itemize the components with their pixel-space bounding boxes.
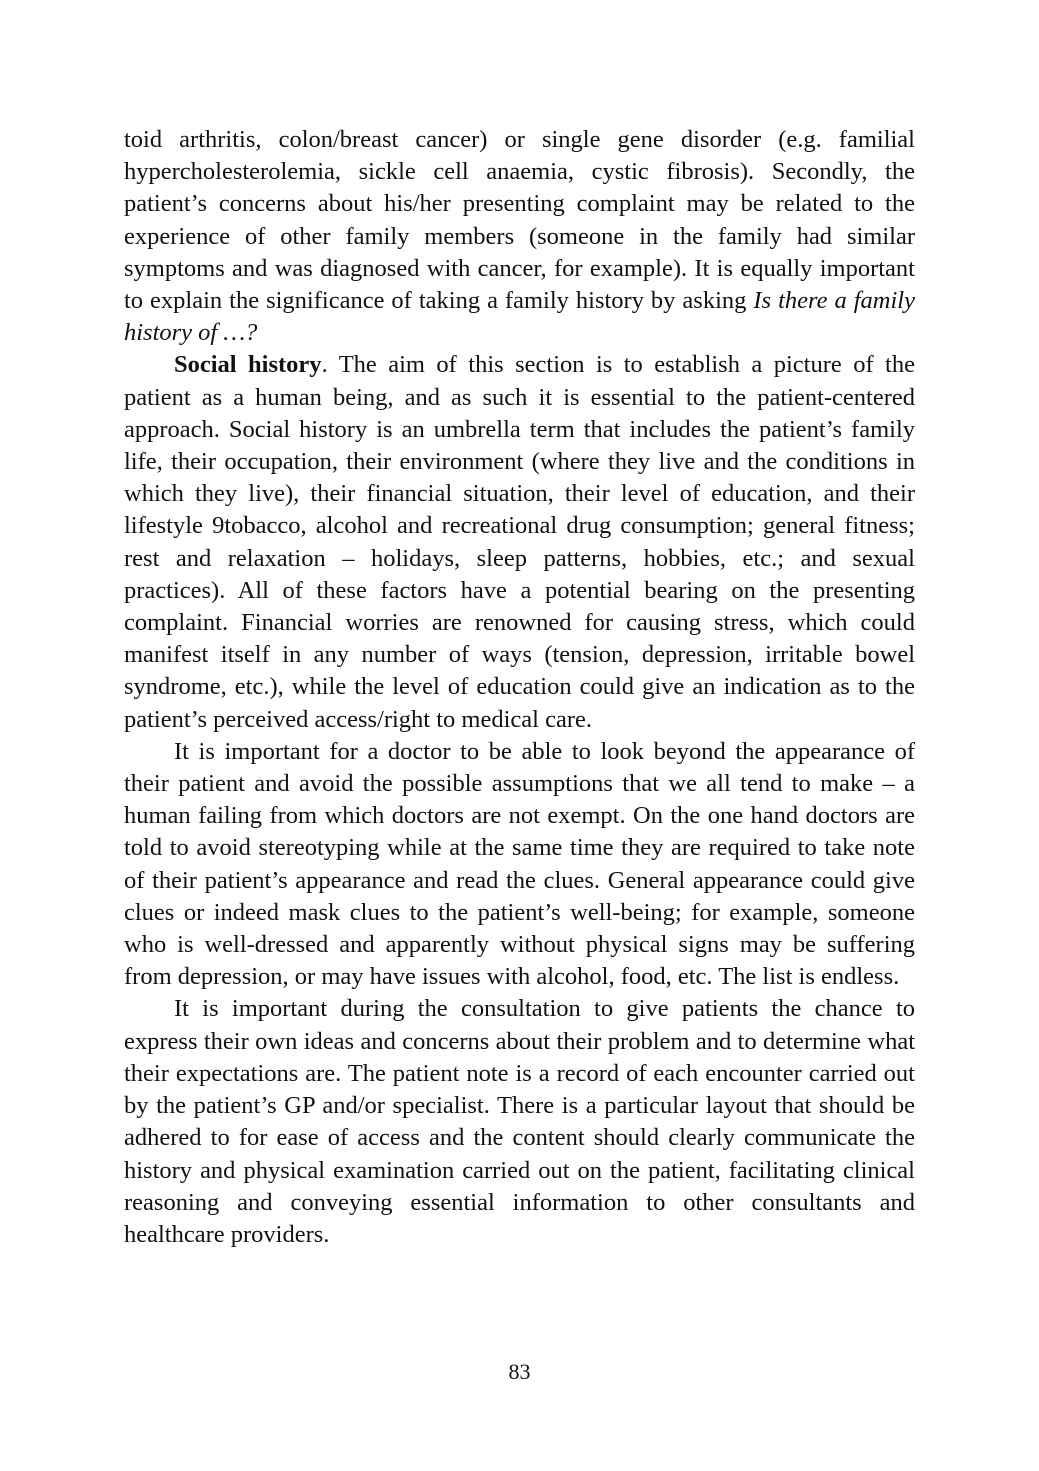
paragraph-social-history xyxy=(124,349,915,735)
family-history-question: Is there a family history of …? xyxy=(124,287,915,347)
paragraph-text: . The aim of this section is to establish a picture of the patient as a human being, and as such it is essential to the patient-centered approach. Social history is an umbrella term that includes the patient’s family life, their occupation, their environment (where they live and the conditions in which they live), their financial situation, their level of education, and their lifestyle 9tobacco, alcohol and recreational drug consumption; general fitness; rest and relaxation – holidays, sleep patterns, hobbies, etc.; and sexual practices). All of these factors have a potential bearing on the presenting complaint. Financial worries are renowned for causing stress, which could manifest itself in any number of ways (tension, depression, irritable bowel syndrome, etc.), while the level of education could give an indication as to the patient’s perceived access/right to medical care. xyxy=(124,351,915,733)
paragraph-text: toid arthritis, colon/breast cancer) or single gene disorder (e.g. familial hypercholesterolemia, sickle cell anaemia, cystic fibrosis). Secondly, the patient’s concerns about his/her presenting complaint may be related to the experience of other family members (someone in the family had similar symptoms and was diagnosed with cancer, for example). It is equally important to explain the significance of taking a family history by asking xyxy=(124,126,915,315)
paragraph-appearance: It is important for a doctor to be able to look beyond the appearance of their patient and avoid the possible assumptions that we all tend to make – a human failing from which doctors are not exempt. On the one hand doctors are told to avoid stereotyping while at the same time they are required to take note of their patient’s appearance and read the clues. General appearance could give clues or indeed mask clues to the patient’s well-being; for example, someone who is well-dressed and apparently without physical signs may be suffering from depression, or may have issues with alcohol, food, etc. The list is endless. xyxy=(124,737,915,991)
paragraph-family-history xyxy=(124,124,915,349)
page-number: 83 xyxy=(508,1359,531,1384)
section-heading-social-history: Social history xyxy=(174,351,322,379)
paragraph-consultation: It is important during the consultation to give patients the chance to express their own ideas and concerns about their problem and to determine what their expectations are. The patient note is a record of each encounter carried out by the patient’s GP and/or specialist. There is a particular layout that should be adhered to for ease of access and the content should clearly communicate the history and physical examination carried out on the patient, facilitating clinical reasoning and conveying essential information to other consultants and healthcare providers. xyxy=(124,995,915,1248)
page-body xyxy=(124,124,915,1251)
